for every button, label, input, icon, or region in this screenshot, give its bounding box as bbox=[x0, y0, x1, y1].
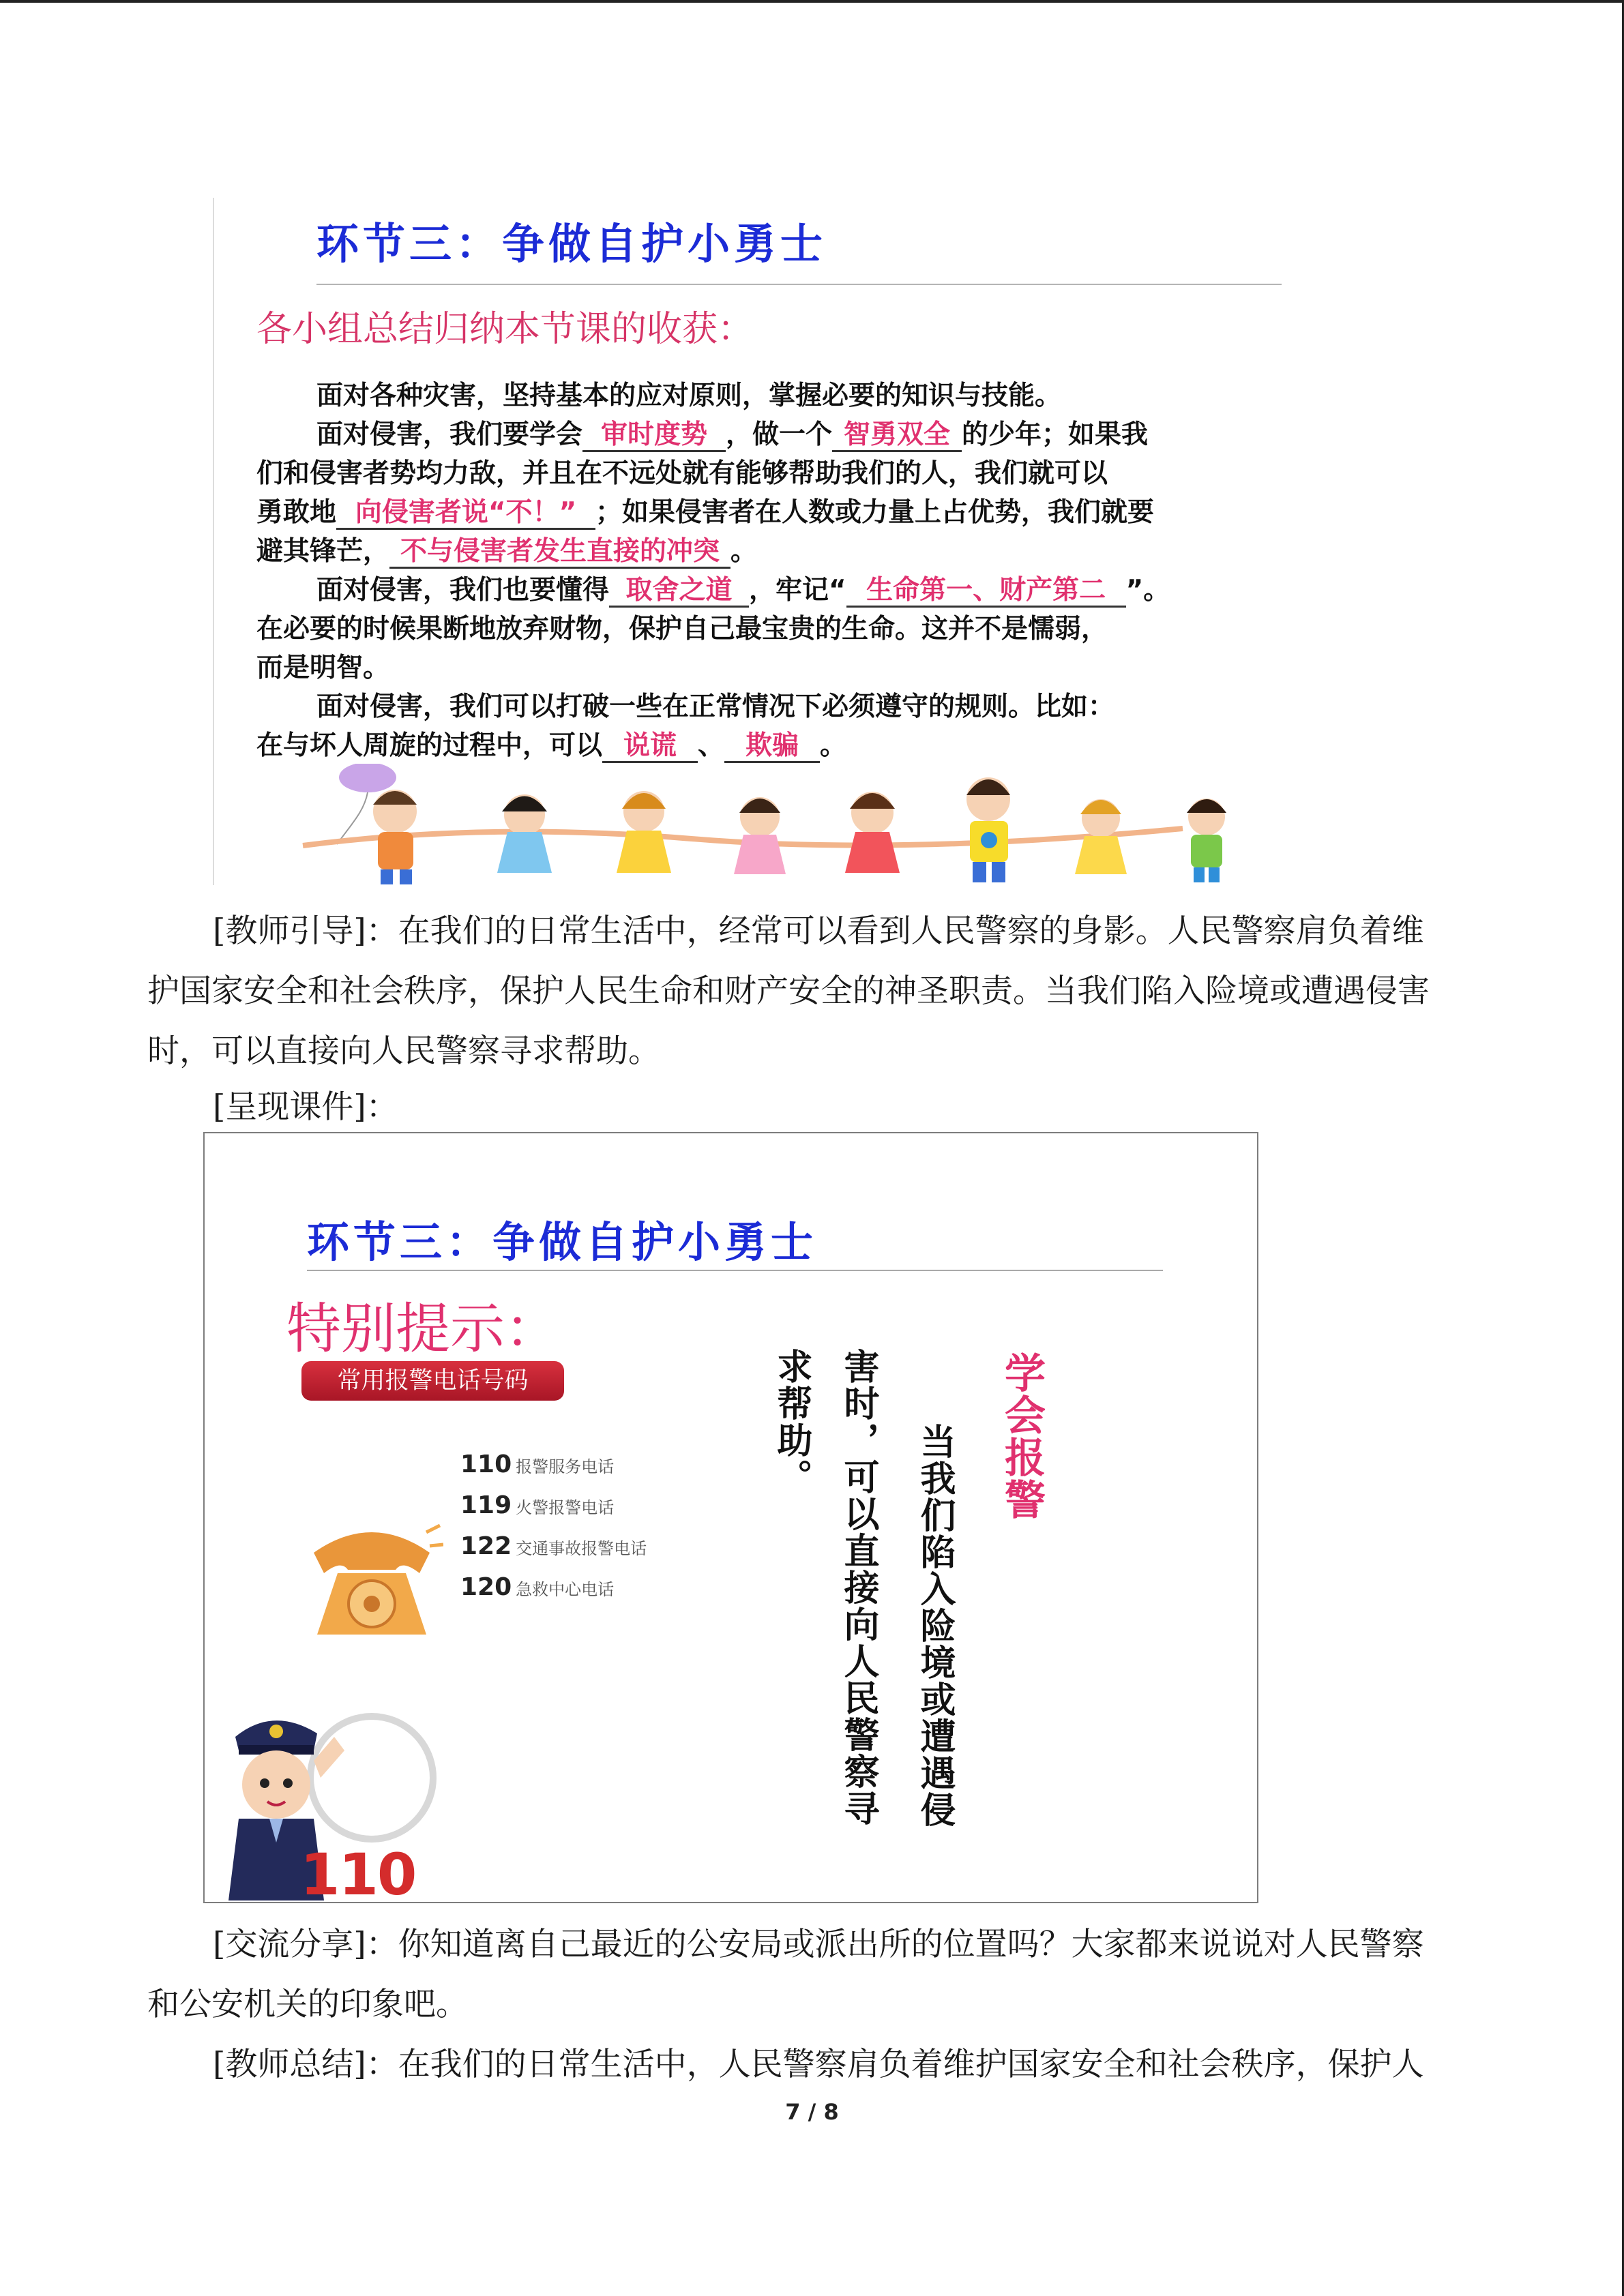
answer-blank: 审时度势 bbox=[582, 420, 726, 452]
answer-blank: 欺骗 bbox=[724, 731, 820, 763]
answer-blank: 不与侵害者发生直接的冲突 bbox=[389, 537, 730, 569]
teacher-guide-paragraph: 护国家安全和社会秩序，保护人民生命和财产安全的神圣职责。当我们陷入险境或遭遇侵害 bbox=[147, 972, 1430, 1010]
answer-blank: 取舍之道 bbox=[609, 576, 749, 608]
slide-summary-text bbox=[256, 376, 1280, 765]
summary-line: 面对侵害，我们也要懂得 取舍之道 ，牢记“ 生命第一、财产第二 ”。 bbox=[256, 571, 1280, 610]
balloon bbox=[339, 764, 396, 792]
hotline-badge: 常用报警电话号码 bbox=[301, 1361, 564, 1401]
answer-blank: 向侵害者说“不！” bbox=[336, 498, 595, 530]
summary-line: 而是明智。 bbox=[256, 653, 390, 683]
child-figure bbox=[1187, 799, 1226, 882]
page-number: 7 / 8 bbox=[785, 2099, 839, 2125]
summary-line: 避其锋芒， 不与侵害者发生直接的冲突 。 bbox=[256, 532, 1280, 571]
child-figure bbox=[734, 797, 786, 874]
slide-title: 环节三：争做自护小勇士 bbox=[307, 1217, 818, 1267]
answer-blank: 说谎 bbox=[602, 731, 698, 763]
slide-heading: 各小组总结归纳本节课的收获： bbox=[256, 309, 754, 350]
summary-line: 面对侵害，我们要学会 审时度势 ，做一个 智勇双全 的少年；如果我 bbox=[256, 415, 1280, 454]
teacher-guide-paragraph: [教师引导]：在我们的日常生活中，经常可以看到人民警察的身影。人民警察肩负着维 bbox=[213, 912, 1424, 950]
children-illustration bbox=[214, 764, 1282, 885]
child-figure bbox=[373, 790, 417, 884]
teacher-guide-paragraph: 时，可以直接向人民警察寻求帮助。 bbox=[147, 1032, 660, 1070]
answer-blank: 生命第一、财产第二 bbox=[846, 576, 1126, 608]
hotline-item: 120 急救中心电话 bbox=[460, 1573, 615, 1601]
hotline-item: 110 报警服务电话 bbox=[460, 1450, 615, 1478]
exchange-share-paragraph: 和公安机关的印象吧。 bbox=[147, 1986, 468, 2023]
exchange-share-paragraph: [交流分享]：你知道离自己最近的公安局或派出所的位置吗？大家都来说说对人民警察 bbox=[213, 1926, 1424, 1963]
answer-blank: 智勇双全 bbox=[832, 420, 962, 452]
summary-line: 勇敢地 向侵害者说“不！” ；如果侵害者在人数或力量上占优势，我们就要 bbox=[256, 493, 1280, 532]
vertical-text-column: 当我们陷入险境或遭遇侵 bbox=[914, 1423, 955, 1828]
vertical-text-column: 害时，可以直接向人民警察寻 bbox=[838, 1348, 879, 1827]
special-tips-heading: 特别提示： bbox=[286, 1297, 559, 1360]
slide-title-rule bbox=[307, 1270, 1163, 1271]
hotline-item: 122 交通事故报警电话 bbox=[460, 1532, 647, 1560]
summary-line: 在与坏人周旋的过程中，可以 说谎 、 欺骗 。 bbox=[256, 726, 1280, 765]
emergency-number-110: 110 bbox=[300, 1841, 416, 1903]
teacher-summary-paragraph: [教师总结]：在我们的日常生活中，人民警察肩负着维护国家安全和社会秩序，保护人 bbox=[213, 2046, 1424, 2083]
present-courseware-label: [呈现课件]： bbox=[213, 1088, 398, 1126]
slide-alarm-image bbox=[203, 1132, 1258, 1903]
summary-line: 在必要的时候果断地放弃财物，保护自己最宝贵的生命。这并不是懦弱， bbox=[256, 614, 1108, 644]
hotline-item: 119 火警报警电话 bbox=[460, 1491, 615, 1519]
slide-title-rule bbox=[316, 284, 1282, 285]
summary-line: 们和侵害者势均力敌，并且在不远处就有能够帮助我们的人，我们就可以 bbox=[256, 458, 1108, 489]
slide-summary-image bbox=[213, 198, 1282, 885]
page-top-border bbox=[0, 0, 1623, 3]
slide-title: 环节三：争做自护小勇士 bbox=[316, 219, 827, 269]
summary-line: 面对侵害，我们可以打破一些在正常情况下必须遵守的规则。比如： bbox=[316, 691, 1115, 722]
police-emblem-watermark bbox=[310, 1716, 433, 1839]
telephone-icon bbox=[300, 1505, 443, 1648]
vertical-text-column: 求帮助。 bbox=[771, 1348, 812, 1495]
child-figure bbox=[966, 777, 1010, 882]
summary-line: 面对各种灾害，坚持基本的应对原则，掌握必要的知识与技能。 bbox=[316, 381, 1062, 411]
learn-to-call-police-title: 学会报警 bbox=[998, 1352, 1046, 1521]
child-figure bbox=[845, 792, 900, 873]
